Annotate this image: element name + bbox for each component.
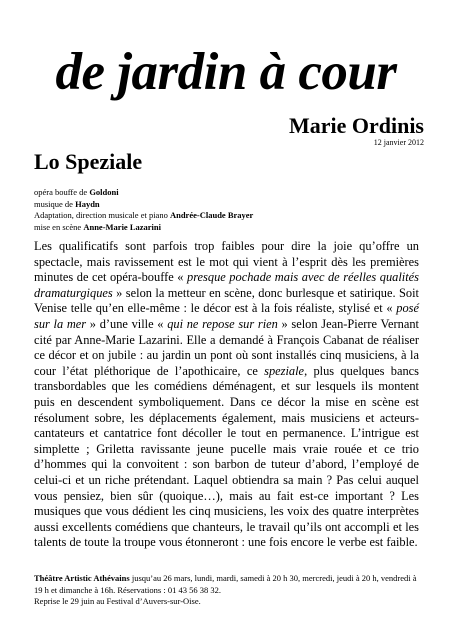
credits-block — [34, 187, 253, 233]
author-name: Marie Ordinis — [288, 113, 424, 138]
body-text: » d’une ville « — [86, 316, 168, 331]
reprise-line: Reprise le 29 juin au Festival d’Auvers-sur-Oise. — [34, 596, 201, 606]
body-quote: posé sur la mer — [34, 301, 419, 331]
body-text: » selon la metteur en scène, donc burlesque et satirique. Soit Venise telle qu’en elle-même : le décor est à la fois réaliste, stylisé et « — [34, 285, 419, 316]
body-quote: speziale — [264, 363, 305, 378]
masthead-title: de jardin à cour — [55, 43, 397, 101]
credit-line — [34, 222, 253, 234]
credit-label: Adaptation, direction musicale et piano — [34, 210, 168, 220]
body-text: Les qualificatifs sont parfois trop faibles pour dire la joie qu’offre un spectacle, mais ravissement est le mot qui vient à l’esprit dès les premières minutes de cet opéra-bouffe « — [34, 239, 419, 285]
venue-info — [34, 573, 424, 608]
body-text: , plus quelques bancs transbordables que les comédiens déménagent, et sur lesquels ils montent puis en descendent symboliquement. Dans ce décor la mise en scène est résolument sobre, les déplacements également, mais musiciens et acteurs-cantateurs et cantatrice font décoller le tout en permanence. L’intrigue est simplette ; Griletta ravissante jeune pucelle mais vraie rouée et ce trio d’hommes qui la convoitent : son barbon de tuteur d’abord, l’employé de celui-ci et un riche prétendant. Laquel obtiendra sa main ? Pas celui auquel vous pensiez, bien sûr (quoique…), mais au fait est-ce important ? Les musiques que vous dédient les cinq musiciens, les voix des quatre interprètes aussi excellents comédiens que chanteurs, le travail qu’ils ont accompli et les talents de toute la troupe vous étonneront : une fois encore le verbe est faible. — [34, 363, 419, 550]
credit-name: Haydn — [75, 198, 100, 209]
credit-name: Goldoni — [89, 187, 119, 197]
body-quote: qui ne repose sur rien — [167, 316, 278, 331]
credit-label: opéra bouffe de — [34, 187, 88, 197]
venue-details: jusqu’au 26 mars, lundi, mardi, samedi à 20 h 30, mercredi, jeudi à 20 h, vendredi à 19 h et dimanche à 16h. Réservations : 01 43 56 38 32. — [34, 573, 417, 595]
article-title: Lo Speziale — [34, 149, 143, 174]
article-body — [34, 239, 419, 551]
body-quote: presque pochade mais avec de réelles qualités dramaturgiques — [34, 270, 420, 300]
credit-label: musique de — [34, 198, 73, 209]
venue-line — [34, 573, 424, 596]
credit-name: Anne-Marie Lazarini — [83, 221, 161, 232]
publication-date: 12 janvier 2012 — [373, 138, 424, 147]
venue-name: Théâtre Artistic Athévains — [34, 573, 130, 583]
credit-name: Andrée-Claude Brayer — [169, 210, 254, 220]
body-text: » selon Jean-Pierre Vernant cité par Anne-Marie Lazarini. Elle a demandé à François Cabanat de réaliser ce décor et on jubile : au jardin un pont où sont installés cinq musiciens, à la cour l’état pléthorique de l’apothicaire, ce — [34, 316, 419, 378]
credit-label: mise en scène — [34, 221, 82, 232]
credit-line — [34, 187, 253, 199]
credit-line — [34, 210, 253, 222]
credit-line — [34, 199, 253, 211]
